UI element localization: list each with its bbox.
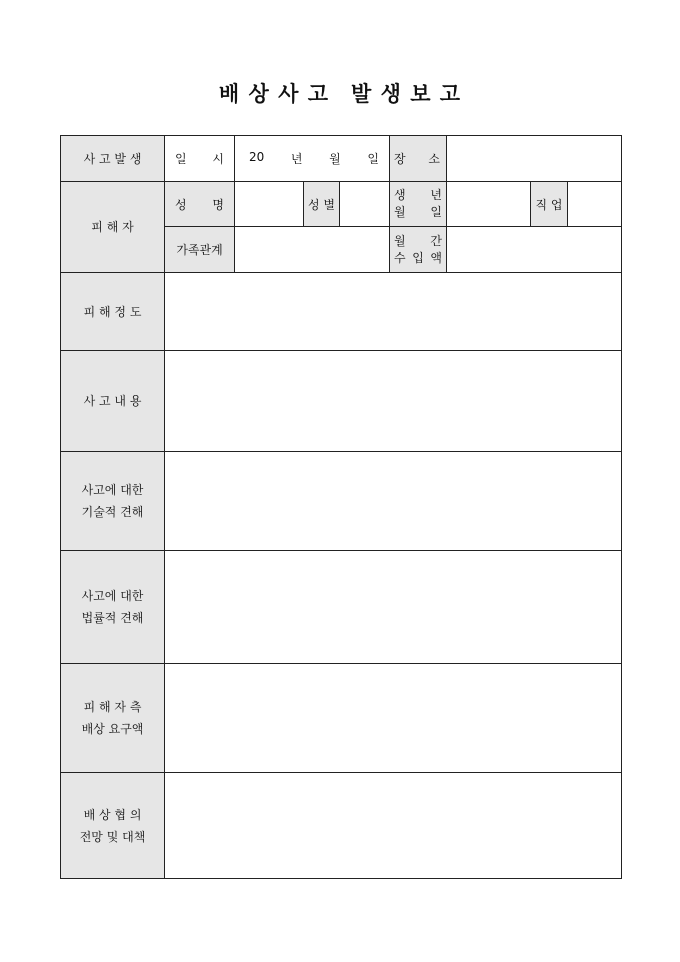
row-accident-occurrence [61,136,622,182]
label-date-char-2: 시 [212,152,224,166]
label-job: 직 업 [531,182,568,227]
label-birth-char-4: 일 [430,205,443,219]
field-family[interactable] [235,227,390,273]
report-form [60,135,622,879]
label-income-char-3: 수 [394,250,406,265]
row-accident-content [61,351,622,452]
label-victim: 피 해 자 [61,182,165,273]
date-year-prefix: 20 [249,150,265,164]
label-birth-char-3: 월 [394,205,406,219]
field-damage-degree[interactable] [165,273,622,351]
field-negotiation[interactable] [165,773,622,879]
date-month-unit: 월 [329,152,341,166]
field-legal-opinion[interactable] [165,551,622,664]
row-legal-opinion [61,551,622,664]
label-date-time [165,136,235,182]
page-title [0,78,680,108]
label-name-char-2: 명 [212,197,224,212]
field-job[interactable] [568,182,622,227]
label-birth-char-2: 년 [430,188,443,202]
label-place [390,136,447,182]
row-technical-opinion [61,452,622,551]
label-birth-char-1: 생 [394,188,406,202]
field-date[interactable] [235,136,390,182]
label-name [165,182,235,227]
label-date-char-1: 일 [175,152,187,166]
field-technical-opinion[interactable] [165,452,622,551]
label-victim-claim: 피 해 자 측 배상 요구액 [61,664,165,773]
field-birthdate[interactable] [447,182,531,227]
label-income-char-4: 입 [412,250,424,265]
label-negotiation: 배 상 협 의 전망 및 대책 [61,773,165,879]
label-gender: 성 별 [304,182,340,227]
field-place[interactable] [447,136,622,182]
label-place-char-2: 소 [428,152,441,166]
row-victim-1 [61,182,622,227]
label-name-char-1: 성 [175,197,187,212]
date-year-unit: 년 [290,152,303,166]
label-family: 가족관계 [165,227,235,273]
label-place-char-1: 장 [394,152,406,166]
label-accident-occurrence: 사 고 발 생 [61,136,165,182]
title-part-2: 발 생 보 고 [351,81,462,106]
title-part-1: 배 상 사 고 [218,81,329,106]
label-technical-opinion: 사고에 대한 기술적 견해 [61,452,165,551]
date-day-unit: 일 [367,152,379,166]
field-monthly-income[interactable] [447,227,622,273]
field-accident-content[interactable] [165,351,622,452]
label-accident-content: 사 고 내 용 [61,351,165,452]
row-victim-claim [61,664,622,773]
field-victim-claim[interactable] [165,664,622,773]
label-damage-degree: 피 해 정 도 [61,273,165,351]
label-monthly-income [390,227,447,273]
row-damage-degree [61,273,622,351]
label-legal-opinion: 사고에 대한 법률적 견해 [61,551,165,664]
field-name[interactable] [235,182,304,227]
field-gender[interactable] [340,182,390,227]
row-negotiation [61,773,622,879]
label-income-char-2: 간 [430,233,443,248]
label-income-char-1: 월 [394,233,406,248]
label-birthdate [390,182,447,227]
label-income-char-5: 액 [430,250,443,265]
